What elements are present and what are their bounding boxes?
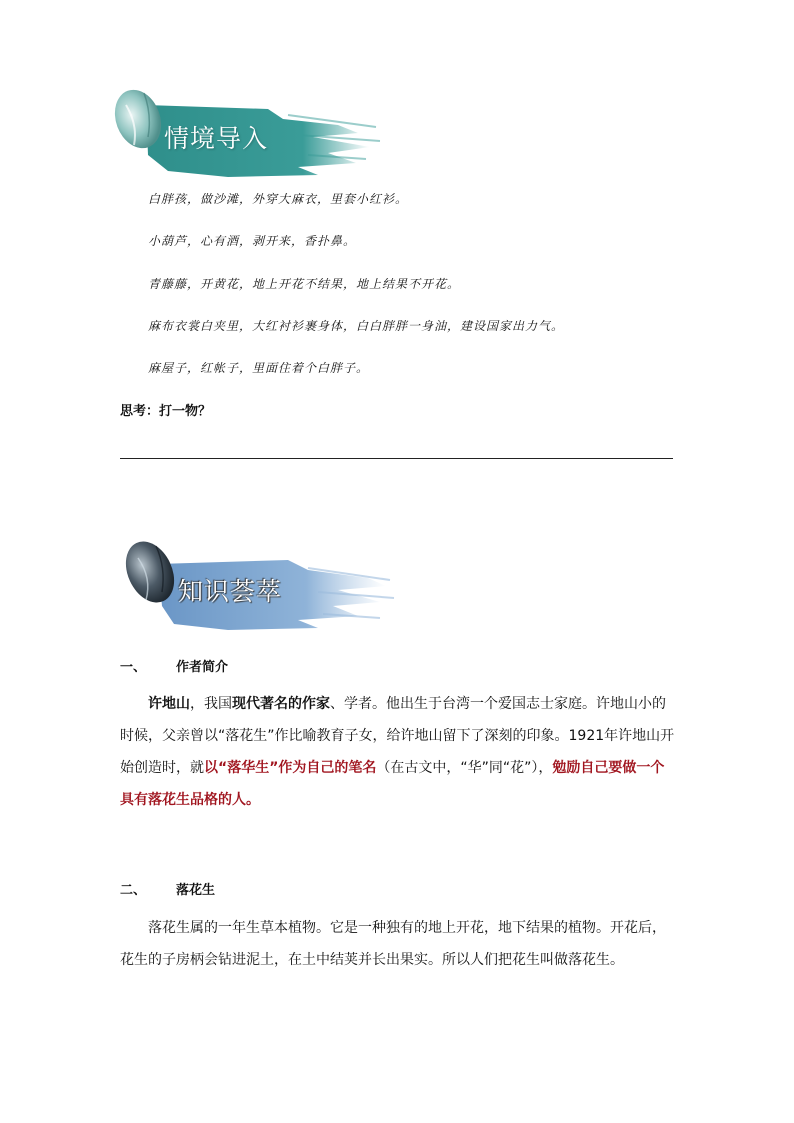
heading-number: 二、: [120, 883, 147, 898]
riddle-line-3: 青藤藤，开黄花，地上开花不结果，地上结果不开花。: [148, 277, 461, 291]
text-run: （在古文中，“华”同“花”），: [376, 760, 553, 776]
text-run: 、学者。他出生于台湾一个爱国志士家庭。许地山小的时候，父亲曾以“落花生”作比喻教育子女，给许地山留下了深刻的印象。1921年许地山开始创造时，就: [120, 696, 675, 776]
section-title-knowledge: 知识荟萃: [178, 577, 283, 606]
author-name: 许地山: [148, 696, 190, 712]
banner-situation-intro: [108, 75, 388, 187]
heading-text: 作者简介: [176, 660, 229, 675]
banner-knowledge-collection: [118, 520, 398, 638]
author-paragraph: [120, 688, 676, 816]
text-highlight-pen-name: 以“落华生”作为自己的笔名: [204, 760, 377, 776]
section-title-situation: 情境导入: [164, 124, 269, 153]
heading-text: 落花生: [176, 883, 216, 898]
text-highlight-motto: 勉励自己要做一个具有落花生品格的人。: [120, 760, 665, 808]
heading-number: 一、: [120, 660, 147, 675]
think-question: 思考：打一物？: [120, 404, 212, 419]
heading-author-intro: [120, 656, 228, 675]
section-divider: [120, 458, 673, 459]
riddle-line-1: 白胖孩，做沙滩，外穿大麻衣，里套小红衫。: [148, 192, 409, 206]
heading-peanut: [120, 879, 215, 898]
text-run: ，我国: [190, 696, 232, 712]
riddle-line-5: 麻屋子，红帐子，里面住着个白胖子。: [148, 361, 370, 375]
peanut-paragraph: 落花生属的一年生草本植物。它是一种独有的地上开花，地下结果的植物。开花后，花生的子房柄会钻进泥土，在土中结荚并长出果实。所以人们把花生叫做落花生。: [120, 920, 666, 968]
riddle-line-4: 麻布衣裳白夹里，大红衬衫裹身体，白白胖胖一身油，建设国家出力气。: [148, 319, 565, 333]
riddle-line-2: 小葫芦，心有酒，剥开来，香扑鼻。: [148, 234, 357, 248]
text-bold-run: 现代著名的作家: [232, 696, 330, 712]
